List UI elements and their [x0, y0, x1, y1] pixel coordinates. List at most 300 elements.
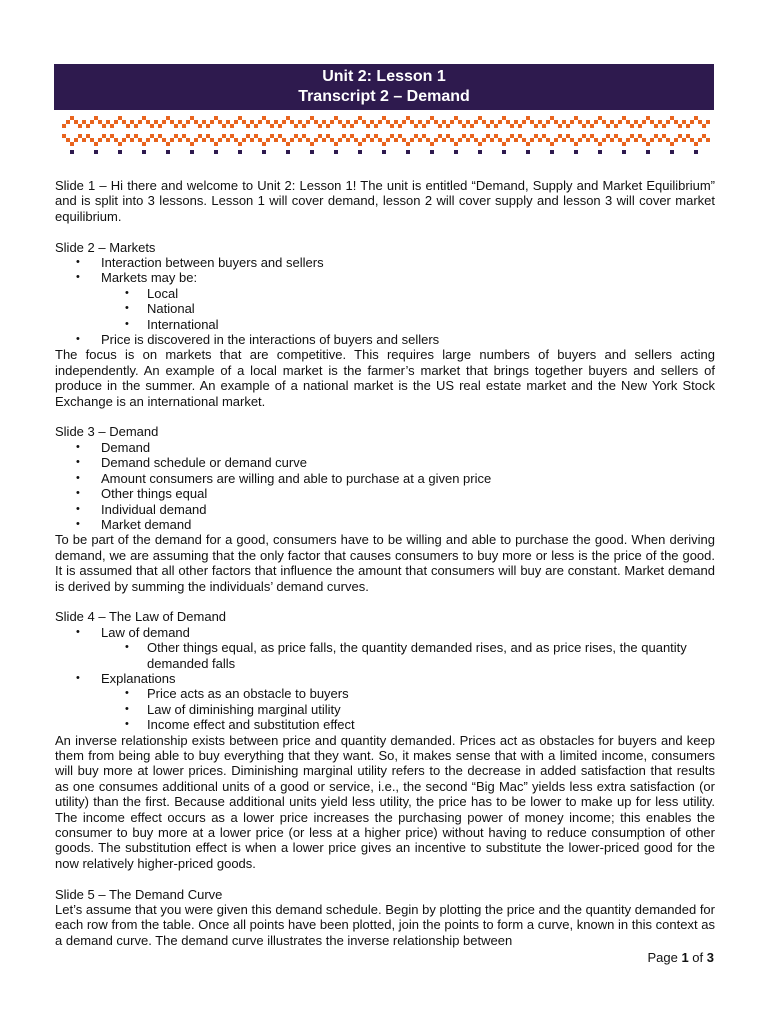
ornament-square — [174, 124, 178, 128]
slide-5-heading: Slide 5 – The Demand Curve — [55, 886, 223, 902]
ornament-square — [354, 120, 358, 124]
ornament-square — [434, 138, 438, 142]
ornament-square — [678, 124, 682, 128]
ornament-square — [402, 120, 406, 124]
ornament-square — [586, 120, 590, 124]
total-pages: 3 — [706, 950, 714, 965]
ornament-square — [554, 120, 558, 124]
ornament-square — [662, 134, 666, 138]
ornament-square — [302, 134, 306, 138]
slide-1-paragraph: Slide 1 – Hi there and welcome to Unit 2: Lesson 1! The unit is entitled “Demand, Supply and Market Equilibrium” and is split into 3 lessons. Lesson 1 will cover demand, lesson 2 will cover supply and lesson 3 will cover market equilibrium. — [55, 178, 715, 224]
ornament-square — [666, 138, 670, 142]
ornament-square — [418, 138, 422, 142]
ornament-square — [490, 120, 494, 124]
ornament-square — [694, 116, 698, 120]
ornament-square — [262, 142, 266, 146]
ornament-square — [466, 138, 470, 142]
ornament-dot — [526, 150, 530, 154]
ornament-square — [234, 138, 238, 142]
list-item: • National — [55, 301, 715, 316]
ornament-square — [338, 120, 342, 124]
ornament-square — [98, 138, 102, 142]
list-item: • Individual demand — [55, 502, 715, 517]
ornament-square — [358, 142, 362, 146]
ornament-square — [654, 134, 658, 138]
ornament-square — [678, 134, 682, 138]
ornament-square — [90, 120, 94, 124]
list-item: • Income effect and substitution effect — [55, 717, 715, 732]
ornament-dot — [334, 150, 338, 154]
ornament-square — [394, 138, 398, 142]
ornament-square — [546, 120, 550, 124]
ornament-square — [238, 142, 242, 146]
slide-2-bullets — [55, 255, 715, 347]
ornament-square — [166, 116, 170, 120]
ornament-square — [114, 120, 118, 124]
ornament-square — [610, 120, 614, 124]
list-item — [55, 270, 715, 332]
ornament-dot — [550, 150, 554, 154]
ornament-square — [290, 138, 294, 142]
list-item: • Law of diminishing marginal utility — [55, 702, 715, 717]
ornament-square — [70, 116, 74, 120]
ornament-square — [562, 120, 566, 124]
ornament-square — [66, 138, 70, 142]
ornament-square — [386, 138, 390, 142]
ornament-square — [538, 120, 542, 124]
ornament-square — [142, 116, 146, 120]
ornament-square — [554, 138, 558, 142]
ornament-square — [538, 138, 542, 142]
ornament-square — [326, 134, 330, 138]
ornament-square — [286, 116, 290, 120]
ornament-square — [354, 138, 358, 142]
ornament-dot — [166, 150, 170, 154]
ornament-square — [534, 124, 538, 128]
ornament-square — [102, 134, 106, 138]
ornament-square — [282, 120, 286, 124]
ornament-square — [706, 138, 710, 142]
ornament-square — [574, 116, 578, 120]
ornament-square — [266, 138, 270, 142]
ornament-square — [634, 120, 638, 124]
ornament-square — [614, 134, 618, 138]
transcript-body — [55, 178, 715, 948]
ornament-square — [542, 124, 546, 128]
ornament-square — [650, 138, 654, 142]
slide-3-bullets — [55, 440, 715, 532]
ornament-square — [210, 138, 214, 142]
ornament-square — [186, 120, 190, 124]
ornament-square — [278, 124, 282, 128]
ornament-square — [342, 124, 346, 128]
ornament-square — [226, 120, 230, 124]
ornament-square — [86, 134, 90, 138]
ornament-square — [446, 124, 450, 128]
ornament-square — [190, 116, 194, 120]
ornament-square — [222, 134, 226, 138]
slide-2-paragraph: The focus is on markets that are competitive. This requires large numbers of buyers and sellers acting independently. An example of a local market is the farmer’s market that brings together buyers and sellers of produce in the summer. An example of a national market is the US real estate market and the New York Stock Exchange is an international market. — [55, 347, 715, 409]
ornament-square — [490, 138, 494, 142]
ornament-square — [218, 138, 222, 142]
ornament-square — [330, 120, 334, 124]
list-item-text: Markets may be: — [101, 270, 198, 286]
ornament-square — [450, 120, 454, 124]
ornament-square — [390, 124, 394, 128]
ornament-dot — [70, 150, 74, 154]
ornament-square — [182, 124, 186, 128]
ornament-square — [658, 138, 662, 142]
ornament-square — [366, 124, 370, 128]
ornament-square — [118, 142, 122, 146]
ornament-square — [322, 120, 326, 124]
ornament-square — [458, 138, 462, 142]
ornament-square — [82, 138, 86, 142]
ornament-square — [278, 134, 282, 138]
ornament-square — [290, 120, 294, 124]
ornament-square — [214, 142, 218, 146]
ornament-square — [106, 120, 110, 124]
slide-4-heading: Slide 4 – The Law of Demand — [55, 609, 227, 625]
ornament-dot — [430, 150, 434, 154]
ornament-square — [310, 142, 314, 146]
list-item: • Local — [55, 286, 715, 301]
ornament-square — [202, 120, 206, 124]
ornament-square — [142, 142, 146, 146]
list-item-text: Explanations — [101, 670, 176, 686]
ornament-square — [294, 124, 298, 128]
ornament-square — [614, 124, 618, 128]
ornament-square — [574, 142, 578, 146]
ornament-square — [242, 120, 246, 124]
ornament-square — [686, 134, 690, 138]
ornament-square — [482, 138, 486, 142]
ornament-square — [470, 134, 474, 138]
ornament-square — [690, 120, 694, 124]
ornament-square — [346, 138, 350, 142]
ornament-square — [98, 120, 102, 124]
slide-3-heading: Slide 3 – Demand — [55, 424, 159, 440]
ornament-square — [246, 124, 250, 128]
ornament-square — [374, 124, 378, 128]
ornament-square — [562, 138, 566, 142]
ornament-square — [382, 116, 386, 120]
ornament-square — [522, 138, 526, 142]
ornament-square — [702, 124, 706, 128]
ornament-square — [314, 138, 318, 142]
ornament-square — [450, 138, 454, 142]
ornament-square — [338, 138, 342, 142]
ornament-square — [602, 138, 606, 142]
ornament-square — [570, 120, 574, 124]
slide-3-paragraph: To be part of the demand for a good, consumers have to be willing and able to purchase the good. When deriving demand, we are assuming that the only factor that causes consumers to buy more or less is the price of the good. It is assumed that all other factors that influence the amount that consumers will buy are constant. Market demand is derived by summing the individuals’ demand curves. — [55, 532, 715, 594]
list-item: • Other things equal — [55, 486, 715, 501]
list-item: • Market demand — [55, 517, 715, 532]
ornament-square — [346, 120, 350, 124]
ornament-square — [246, 134, 250, 138]
ornament-square — [646, 116, 650, 120]
ornament-dot — [670, 150, 674, 154]
ornament-square — [322, 138, 326, 142]
ornament-square — [418, 120, 422, 124]
ornament-square — [414, 124, 418, 128]
ornament-square — [506, 120, 510, 124]
ornament-square — [706, 120, 710, 124]
ornament-square — [630, 134, 634, 138]
ornament-square — [558, 124, 562, 128]
ornament-square — [518, 134, 522, 138]
ornament-square — [442, 120, 446, 124]
ornament-square — [590, 124, 594, 128]
ornament-square — [474, 120, 478, 124]
ornament-square — [170, 138, 174, 142]
ornament-square — [462, 134, 466, 138]
ornament-square — [66, 120, 70, 124]
ornament-square — [258, 138, 262, 142]
ornament-square — [590, 134, 594, 138]
ornament-square — [174, 134, 178, 138]
ornament-square — [394, 120, 398, 124]
ornament-square — [298, 138, 302, 142]
ornament-square — [254, 124, 258, 128]
ornament-square — [666, 120, 670, 124]
page-of: of — [692, 950, 704, 965]
ornament-dot — [358, 150, 362, 154]
ornament-square — [526, 142, 530, 146]
ornament-square — [406, 142, 410, 146]
ornament-square — [298, 120, 302, 124]
ornament-square — [210, 120, 214, 124]
ornament-square — [106, 138, 110, 142]
ornament-square — [162, 120, 166, 124]
ornament-square — [330, 138, 334, 142]
ornament-square — [302, 124, 306, 128]
ornament-square — [470, 124, 474, 128]
ornament-square — [570, 138, 574, 142]
list-item: • Amount consumers are willing and able to purchase at a given price — [55, 471, 715, 486]
ornament-square — [182, 134, 186, 138]
ornament-square — [334, 116, 338, 120]
ornament-square — [466, 120, 470, 124]
ornament-square — [258, 120, 262, 124]
list-item — [55, 625, 715, 671]
ornament-dot — [694, 150, 698, 154]
ornament-square — [558, 134, 562, 138]
ornament-square — [582, 124, 586, 128]
ornament-square — [618, 120, 622, 124]
ornament-square — [238, 116, 242, 120]
ornament-square — [86, 124, 90, 128]
ornament-square — [74, 120, 78, 124]
ornament-square — [514, 120, 518, 124]
ornament-square — [646, 142, 650, 146]
ornament-square — [610, 138, 614, 142]
ornament-square — [698, 138, 702, 142]
ornament-dot — [142, 150, 146, 154]
ornament-square — [586, 138, 590, 142]
ornament-square — [410, 120, 414, 124]
ornament-square — [386, 120, 390, 124]
ornament-square — [154, 138, 158, 142]
ornament-square — [690, 138, 694, 142]
ornament-square — [618, 138, 622, 142]
ornament-square — [134, 134, 138, 138]
ornament-square — [198, 134, 202, 138]
ornament-square — [442, 138, 446, 142]
ornament-square — [314, 120, 318, 124]
ornament-square — [674, 120, 678, 124]
ornament-square — [510, 124, 514, 128]
ornament-square — [458, 120, 462, 124]
transcript-title: Transcript 2 – Demand — [298, 88, 470, 105]
ornament-square — [130, 120, 134, 124]
ornament-square — [478, 116, 482, 120]
ornament-square — [482, 120, 486, 124]
ornament-square — [494, 134, 498, 138]
ornament-square — [462, 124, 466, 128]
ornament-square — [282, 138, 286, 142]
slide-2-sub-bullets — [101, 286, 715, 332]
list-item: • Price is discovered in the interactions of buyers and sellers — [55, 332, 715, 347]
ornament-square — [318, 124, 322, 128]
ornament-square — [702, 134, 706, 138]
ornament-square — [438, 134, 442, 138]
ornament-square — [502, 116, 506, 120]
ornament-square — [74, 138, 78, 142]
ornament-square — [630, 124, 634, 128]
ornament-square — [206, 124, 210, 128]
ornament-square — [594, 138, 598, 142]
page-label: Page — [647, 950, 678, 965]
ornament-square — [166, 142, 170, 146]
ornament-square — [158, 124, 162, 128]
ornament-square — [230, 124, 234, 128]
ornament-square — [274, 138, 278, 142]
ornament-square — [294, 134, 298, 138]
ornament-square — [126, 124, 130, 128]
ornament-square — [126, 134, 130, 138]
ornament-square — [670, 142, 674, 146]
ornament-square — [194, 138, 198, 142]
ornament-square — [398, 134, 402, 138]
ornament-square — [170, 120, 174, 124]
ornament-square — [190, 142, 194, 146]
ornament-square — [494, 124, 498, 128]
ornament-square — [422, 134, 426, 138]
ornament-square — [578, 120, 582, 124]
ornament-square — [214, 116, 218, 120]
ornament-square — [550, 116, 554, 120]
ornament-square — [350, 124, 354, 128]
ornament-square — [398, 124, 402, 128]
ornament-square — [286, 142, 290, 146]
ornament-square — [378, 120, 382, 124]
ornament-square — [378, 138, 382, 142]
ornament-square — [486, 124, 490, 128]
ornament-dot — [478, 150, 482, 154]
ornament-square — [178, 138, 182, 142]
ornament-dot — [574, 150, 578, 154]
list-item: • Price acts as an obstacle to buyers — [55, 686, 715, 701]
ornament-square — [218, 120, 222, 124]
ornament-square — [566, 124, 570, 128]
ornament-square — [150, 134, 154, 138]
ornament-dot — [190, 150, 194, 154]
ornament-square — [426, 120, 430, 124]
ornament-square — [506, 138, 510, 142]
ornament-square — [602, 120, 606, 124]
ornament-square — [122, 120, 126, 124]
ornament-square — [650, 120, 654, 124]
ornament-square — [662, 124, 666, 128]
ornament-square — [626, 138, 630, 142]
ornament-square — [566, 134, 570, 138]
ornament-square — [582, 134, 586, 138]
ornament-square — [498, 120, 502, 124]
list-item: • Demand schedule or demand curve — [55, 455, 715, 470]
ornament-square — [546, 138, 550, 142]
slide-5-paragraph: Let’s assume that you were given this demand schedule. Begin by plotting the price and the quantity demanded for each row from the table. Once all points have been plotted, join the points to form a curve, known in this context as a demand curve. The demand curve illustrates the inverse relationship between — [55, 902, 715, 948]
ornament-square — [670, 116, 674, 120]
slide-2-heading: Slide 2 – Markets — [55, 239, 156, 255]
ornament-square — [102, 124, 106, 128]
ornament-square — [622, 116, 626, 120]
ornament-square — [402, 138, 406, 142]
ornament-square — [606, 134, 610, 138]
ornament-square — [686, 124, 690, 128]
ornament-dot — [382, 150, 386, 154]
ornament-square — [154, 120, 158, 124]
ornament-square — [226, 138, 230, 142]
ornament-square — [222, 124, 226, 128]
ornament-square — [414, 134, 418, 138]
list-item-text: Law of demand — [101, 624, 190, 640]
ornament-square — [150, 124, 154, 128]
ornament-square — [598, 116, 602, 120]
ornament-square — [274, 120, 278, 124]
ornament-square — [598, 142, 602, 146]
ornament-square — [642, 120, 646, 124]
ornament-dot — [454, 150, 458, 154]
ornament-square — [498, 138, 502, 142]
ornament-dot — [238, 150, 242, 154]
ornament-square — [370, 138, 374, 142]
ornament-square — [206, 134, 210, 138]
ornament-square — [510, 134, 514, 138]
ornament-square — [638, 124, 642, 128]
ornament-square — [454, 116, 458, 120]
ornament-square — [578, 138, 582, 142]
ornament-dot — [310, 150, 314, 154]
ornament-square — [94, 142, 98, 146]
ornament-square — [78, 124, 82, 128]
ornament-square — [70, 142, 74, 146]
ornament-square — [654, 124, 658, 128]
ornament-square — [478, 142, 482, 146]
slide-4-sub-bullets-law — [101, 640, 715, 671]
ornament-square — [110, 124, 114, 128]
ornament-square — [434, 120, 438, 124]
ornament-square — [266, 120, 270, 124]
ornament-square — [326, 124, 330, 128]
ornament-square — [430, 116, 434, 120]
ornament-square — [318, 134, 322, 138]
ornament-dot — [214, 150, 218, 154]
list-item: • International — [55, 317, 715, 332]
ornament-square — [518, 124, 522, 128]
ornament-square — [262, 116, 266, 120]
ornament-square — [162, 138, 166, 142]
